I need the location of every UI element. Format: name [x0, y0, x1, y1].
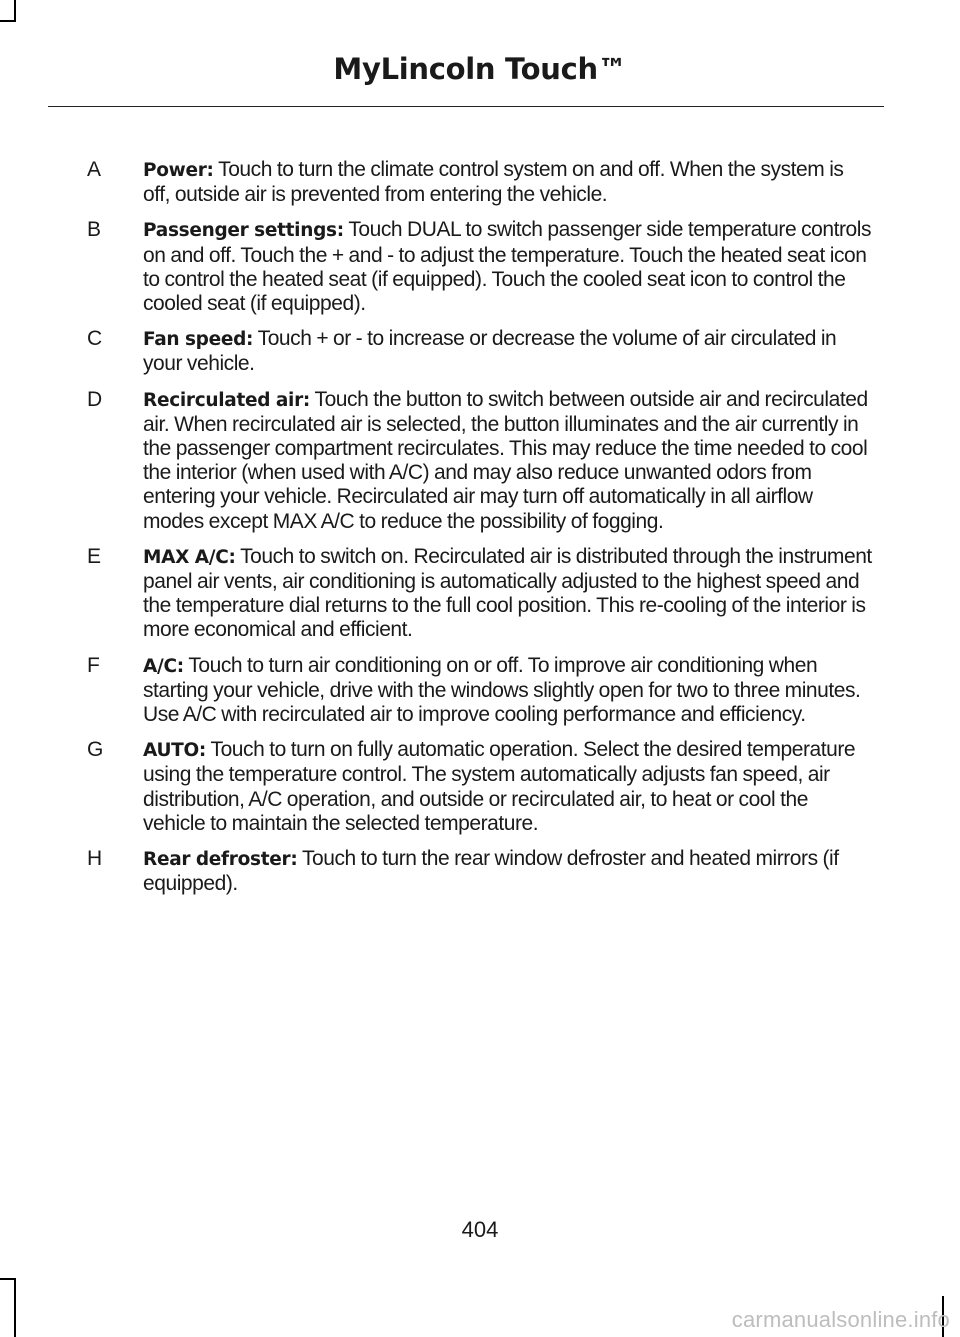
crop-mark-top-left-vertical	[14, 0, 16, 22]
list-item	[0, 218, 960, 316]
list-item	[0, 158, 960, 207]
item-letter: E	[87, 544, 102, 568]
item-body: Touch to switch on. Recirculated air is distributed through the instrument panel air vents, air conditioning is automatically adjusted to the highest speed and the temperature dial returns to the full cool position. This re-cooling of the interior is more economical and efficient.	[143, 544, 872, 642]
page-number: 404	[461, 1217, 499, 1242]
item-letter: G	[87, 738, 104, 762]
item-label: MAX A/C:	[143, 546, 236, 568]
list-item	[0, 388, 960, 534]
item-body: Touch to turn air conditioning on or off. To improve air conditioning when starting your vehicle, drive with the windows slightly open for two to three minutes. Use A/C with recirculated air to improve cooling performance and efficiency.	[143, 653, 861, 727]
list-item	[0, 738, 960, 836]
item-label: Recirculated air:	[143, 389, 311, 411]
item-description	[143, 218, 873, 316]
item-description	[143, 388, 873, 534]
page-title: MyLincoln Touch™	[333, 52, 627, 86]
list-item	[0, 847, 960, 896]
item-description	[143, 327, 873, 376]
crop-mark-bottom-left-vertical	[14, 1278, 16, 1337]
item-description	[143, 158, 873, 207]
item-label: A/C:	[143, 655, 184, 677]
item-description	[143, 654, 873, 728]
item-label: AUTO:	[143, 740, 207, 762]
watermark: carmanualsonline.info	[731, 1307, 950, 1332]
item-letter: A	[87, 158, 102, 181]
item-label: Power:	[143, 160, 214, 181]
item-letter: D	[87, 387, 103, 411]
item-body: Touch to turn on fully automatic operation. Select the desired temperature using the temperature control. The system automatically adjusts fan speed, air distribution, A/C operation, and outside or recirculated air, to heat or cool the vehicle to maintain the selected temperature.	[143, 738, 856, 835]
title-divider	[48, 106, 884, 107]
item-body: Touch DUAL to switch passenger side temperature controls on and off. Touch the + and - to adjust the temperature. Touch the heated seat icon to control the heated seat (if equipped). Touch the cooled seat icon to control the cooled seat (if equipped).	[143, 218, 871, 316]
list-item	[0, 327, 960, 376]
item-letter: C	[87, 327, 103, 351]
item-body: Touch the button to switch between outside air and recirculated air. When recirculated air is selected, the button illuminates and the air currently in the passenger compartment recirculates. This may reduce the time needed to cool the interior (when used with A/C) and may also reduce unwanted odors from entering your vehicle. Recirculated air may turn off automatically in all airflow modes except MAX A/C to reduce the possibility of fogging.	[143, 387, 868, 533]
list-item	[0, 654, 960, 728]
item-label: Passenger settings:	[143, 220, 344, 242]
item-body: Touch + or - to increase or decrease the volume of air circulated in your vehicle.	[143, 327, 837, 376]
item-description	[143, 738, 873, 836]
crop-mark-bottom-left-horizontal	[0, 1278, 16, 1280]
item-letter: H	[87, 847, 103, 871]
item-body: Touch to turn the climate control system on and off. When the system is off, outside air is prevented from entering the vehicle.	[143, 158, 844, 207]
item-body: Touch to turn the rear window defroster and heated mirrors (if equipped).	[143, 847, 839, 896]
item-letter: B	[87, 218, 102, 242]
list-item	[0, 545, 960, 643]
item-description	[143, 847, 873, 896]
control-descriptions-list	[0, 158, 960, 907]
item-label: Rear defroster:	[143, 849, 298, 871]
item-letter: F	[87, 653, 100, 677]
item-description	[143, 545, 873, 643]
crop-mark-top-left-horizontal	[0, 20, 16, 22]
item-label: Fan speed:	[143, 329, 254, 351]
